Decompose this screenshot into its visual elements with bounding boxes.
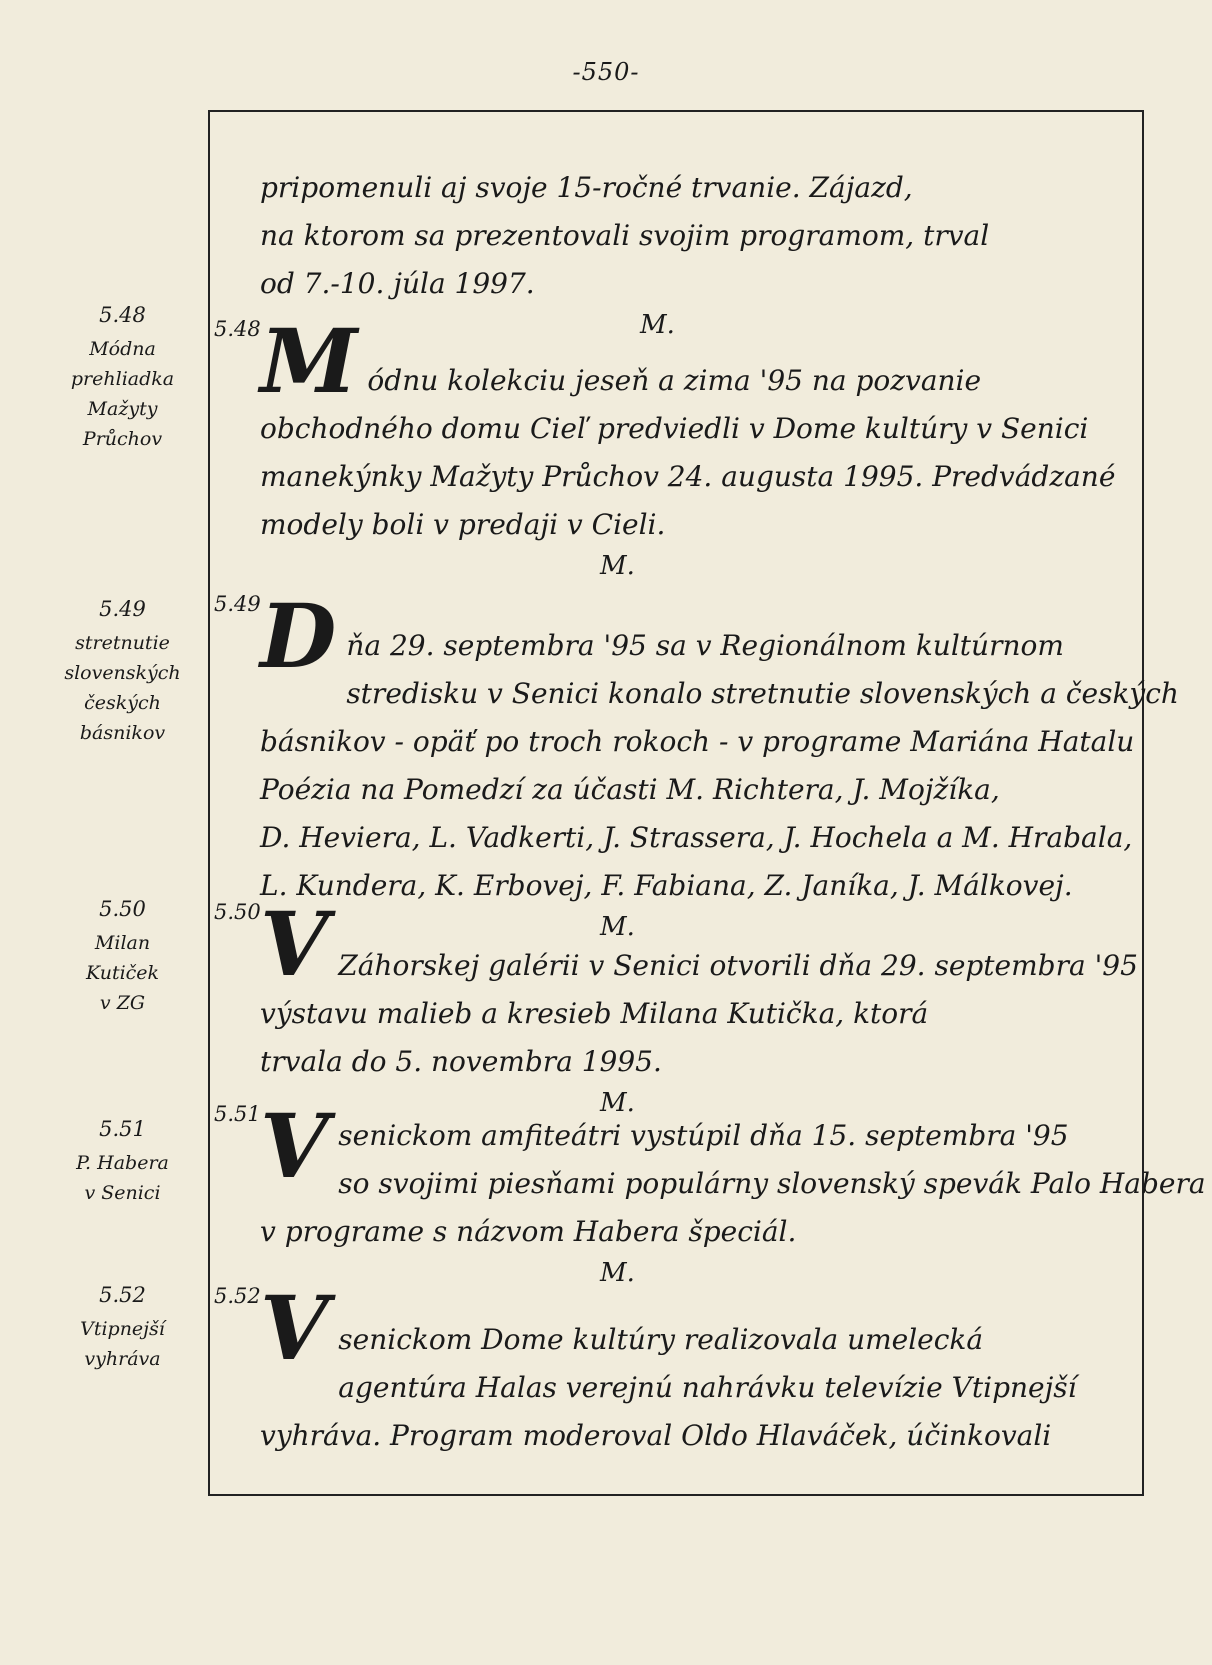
margin-note-5-49 <box>40 594 205 748</box>
text-line: D. Heviera, L. Vadkerti, J. Strassera, J. Hochela a M. Hrabala, <box>260 821 1133 854</box>
drop-cap: V <box>260 892 329 996</box>
text-line: obchodného domu Cieľ predviedli v Dome kultúry v Senici <box>260 412 1089 445</box>
margin-line: Módna <box>89 338 156 360</box>
entry-text <box>260 892 1138 1120</box>
text-line: výstavu malieb a kresieb Milana Kutička, ktorá <box>260 997 929 1030</box>
margin-line: stretnutie <box>75 632 170 654</box>
entry-text <box>260 1094 1206 1290</box>
text-line: básnikov - opäť po troch rokoch - v programe Mariána Hatalu <box>260 725 1135 758</box>
text-line: Záhorskej galérii v Senici otvorili dňa 29. septembra '95 <box>338 949 1138 982</box>
margin-ref: 5.48 <box>99 303 146 327</box>
entry-number: 5.52 <box>214 1284 261 1308</box>
chronicler-signature: M. <box>600 1258 635 1288</box>
entry-text <box>260 1276 1118 1460</box>
page-number: -550- <box>572 58 640 86</box>
margin-ref: 5.52 <box>99 1283 146 1307</box>
margin-line: Kutiček <box>85 962 160 984</box>
intro-text <box>260 164 1118 342</box>
margin-line: básnikov <box>79 722 166 744</box>
text-line: manekýnky Mažyty Průchov 24. augusta 1995. Predvádzané <box>260 460 1116 493</box>
margin-ref: 5.51 <box>99 1117 146 1141</box>
margin-line: v ZG <box>99 992 146 1014</box>
text-line: L. Kundera, K. Erbovej, F. Fabiana, Z. Janíka, J. Málkovej. <box>260 869 1073 902</box>
margin-ref: 5.49 <box>99 597 146 621</box>
margin-line: P. Habera <box>76 1152 169 1174</box>
drop-cap: D <box>260 584 337 688</box>
text-line: stredisku v Senici konalo stretnutie slovenských a českých <box>346 677 1179 710</box>
text-line: modely boli v predaji v Cieli. <box>260 508 666 541</box>
margin-line: českých <box>84 692 161 714</box>
text-line: ódnu kolekciu jeseň a zima '95 na pozvanie <box>367 364 982 397</box>
margin-line: Vtipnejší <box>80 1318 165 1340</box>
text-line: so svojimi piesňami populárny slovenský spevák Palo Habera <box>338 1167 1206 1200</box>
text-line: senickom Dome kultúry realizovala umelecká <box>338 1323 984 1356</box>
chronicler-signature: M. <box>600 551 635 581</box>
text-line: trvala do 5. novembra 1995. <box>260 1045 662 1078</box>
chronicle-frame <box>208 110 1206 1496</box>
drop-cap: M <box>260 309 358 413</box>
margin-line: prehliadka <box>70 368 175 390</box>
margin-note-5-48 <box>40 300 205 454</box>
entry-text <box>260 584 1179 944</box>
text-line: agentúra Halas verejnú nahrávku televízie Vtipnejší <box>338 1371 1077 1404</box>
drop-cap: V <box>260 1276 329 1380</box>
text-line: vyhráva. Program moderoval Oldo Hlaváček, účinkovali <box>260 1419 1052 1452</box>
margin-line: slovenských <box>64 662 181 684</box>
entry-number: 5.50 <box>214 900 261 924</box>
margin-note-5-52 <box>40 1280 205 1374</box>
margin-line: v Senici <box>84 1182 161 1204</box>
text-line: senickom amfiteátri vystúpil dňa 15. septembra '95 <box>338 1119 1069 1152</box>
entry-text <box>260 309 1118 583</box>
entry-number: 5.51 <box>214 1102 261 1126</box>
margin-note-5-50 <box>40 894 205 1018</box>
text-line: ňa 29. septembra '95 sa v Regionálnom kultúrnom <box>346 629 1064 662</box>
text-line: v programe s názvom Habera špeciál. <box>260 1215 797 1248</box>
text-line: pripomenuli aj svoje 15-ročné trvanie. Zájazd, <box>260 171 913 204</box>
text-line: Poézia na Pomedzí za účasti M. Richtera, J. Mojžíka, <box>260 773 1000 806</box>
entry-number: 5.49 <box>214 592 261 616</box>
margin-line: Milan <box>94 932 151 954</box>
entry-number: 5.48 <box>214 317 261 341</box>
chronicler-signature: M. <box>600 1088 635 1118</box>
text-line: od 7.-10. júla 1997. <box>260 267 535 300</box>
drop-cap: V <box>260 1094 329 1198</box>
text-line: na ktorom sa prezentovali svojim programom, trval <box>260 219 990 252</box>
margin-line: vyhráva <box>84 1348 161 1370</box>
margin-note-5-51 <box>40 1114 205 1208</box>
margin-line: Mažyty <box>87 398 158 420</box>
margin-line: Průchov <box>82 428 163 450</box>
margin-ref: 5.50 <box>99 897 146 921</box>
chronicler-signature: M. <box>600 912 635 942</box>
chronicler-signature: M. <box>640 310 675 340</box>
